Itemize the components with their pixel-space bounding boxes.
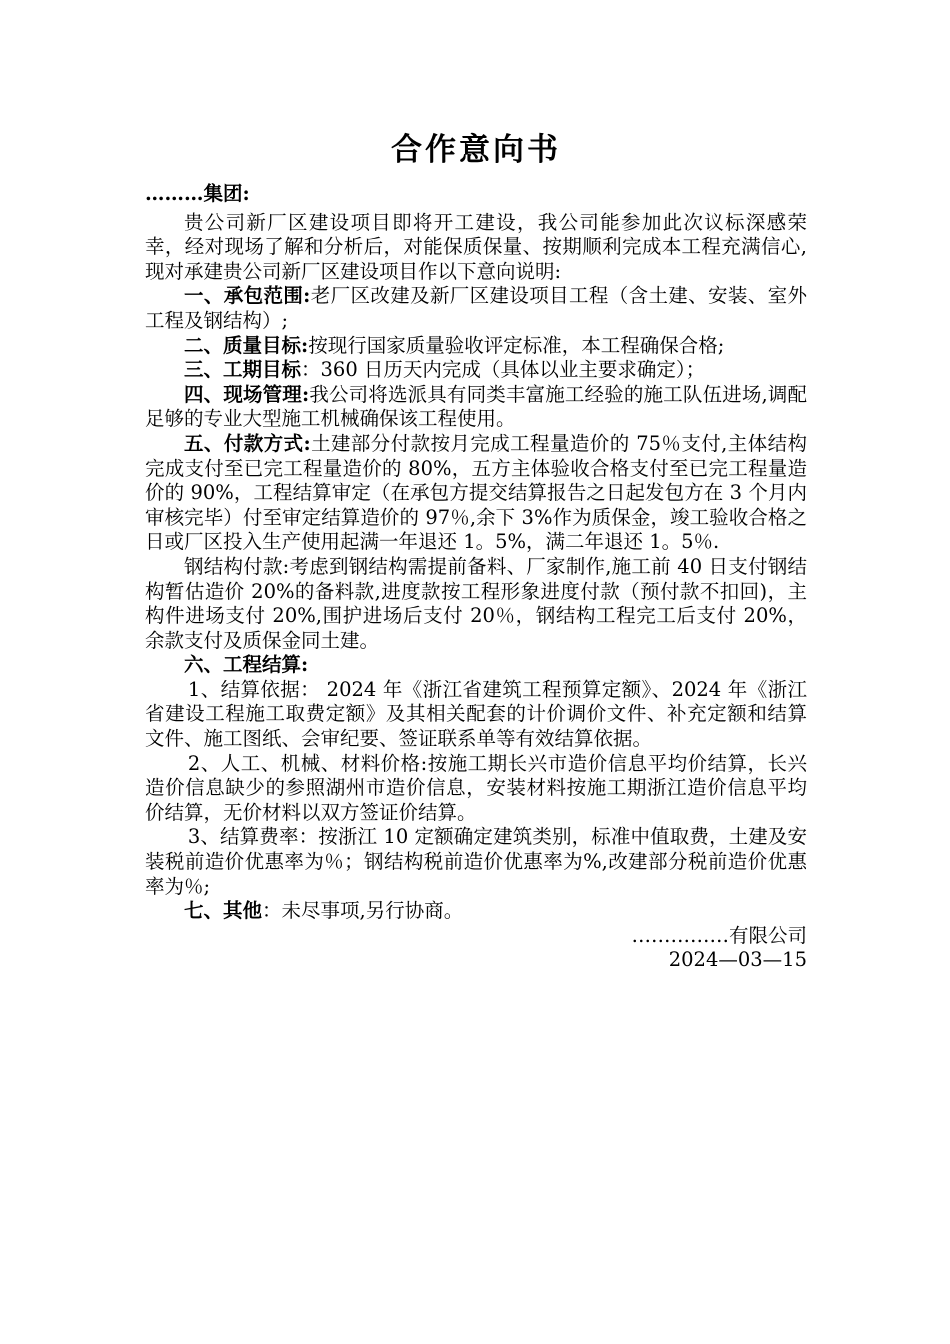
- settlement-item-basis: 1、结算依据： 2024 年《浙江省建筑工程预算定额》、2024 年《浙江省建设工程施工取费定额》及其相关配套的计价调价文件、补充定额和结算文件、施工图纸、会审纪要、签证联系单等有效结算依据。: [145, 677, 807, 751]
- section-payment-method: [145, 432, 807, 555]
- section-heading: 一、承包范围:: [184, 284, 311, 308]
- document-title: 合作意向书: [391, 132, 561, 168]
- settlement-item-rates: 3、结算费率：按浙江 10 定额确定建筑类别，标准中值取费，土建及安装税前造价优惠率为％；钢结构税前造价优惠率为%,改建部分税前造价优惠率为％;: [145, 825, 807, 898]
- section-site-management: [145, 383, 807, 432]
- document-page: [145, 128, 807, 973]
- section-body: ：360 日历天内完成（具体以业主要求确定）；: [301, 358, 706, 382]
- steel-structure-payment: 钢结构付款:考虑到钢结构需提前备料、厂家制作,施工前 40 日支付钢结构暂估造价 20%的备料款,进度款按工程形象进度付款（预付款不扣回)，主构件进场支付 20%,围护进场后支付 20％，钢结构工程完工后支付 20%，余款支付及质保金同土建。: [145, 554, 807, 652]
- section-heading: 三、工期目标: [184, 358, 302, 382]
- section-body: 按现行国家质量验收评定标准，本工程确保合格;: [308, 333, 725, 357]
- section-settlement-heading: 六、工程结算:: [184, 653, 309, 677]
- section-heading: 四、现场管理:: [184, 382, 310, 406]
- settlement-item-prices: 2、人工、机械、材料价格:按施工期长兴市造价信息平均价结算，长兴造价信息缺少的参照湖州市造价信息，安装材料按施工期浙江造价信息平均价结算，无价材料以双方签证价结算。: [145, 751, 807, 824]
- section-contract-scope: [145, 284, 807, 333]
- intro-paragraph: 贵公司新厂区建设项目即将开工建设，我公司能参加此次议标深感荣幸，经对现场了解和分析后，对能保质保量、按期顺利完成本工程充满信心,现对承建贵公司新厂区建设项目作以下意向说明:: [145, 210, 807, 283]
- section-body: 老厂区改建及新厂区建设项目工程（含土建、安装、室外工程及钢结构）;: [145, 284, 807, 332]
- section-quality-target: [145, 334, 807, 359]
- section-schedule-target: [145, 358, 807, 383]
- section-other: [145, 899, 807, 924]
- section-body: 我公司将选派具有同类丰富施工经验的施工队伍进场,调配足够的专业大型施工机械确保该工程使用。: [145, 382, 807, 431]
- section-body: 土建部分付款按月完成工程量造价的 75％支付,主体结构完成支付至已完工程量造价的 80%，五方主体验收合格支付至已完工程量造价的 90%，工程结算审定（在承包方提交结算报告之日起发包方在 3 个月内审核完毕）付至审定结算造价的 97％,余下 3%作为质保金，竣工验收合格之日或厂区投入生产使用起满一年退还 1。5%，满二年退还 1。5％.: [145, 431, 807, 554]
- signature-company: ……………有限公司: [631, 923, 807, 947]
- signature-date: 2024—03—15: [668, 948, 807, 972]
- salutation: ………集团:: [145, 182, 250, 205]
- section-body: ：未尽事项,另行协商。: [262, 899, 464, 923]
- section-heading: 二、质量目标:: [184, 333, 309, 357]
- section-heading: 七、其他: [184, 899, 263, 923]
- section-heading: 五、付款方式:: [184, 431, 311, 455]
